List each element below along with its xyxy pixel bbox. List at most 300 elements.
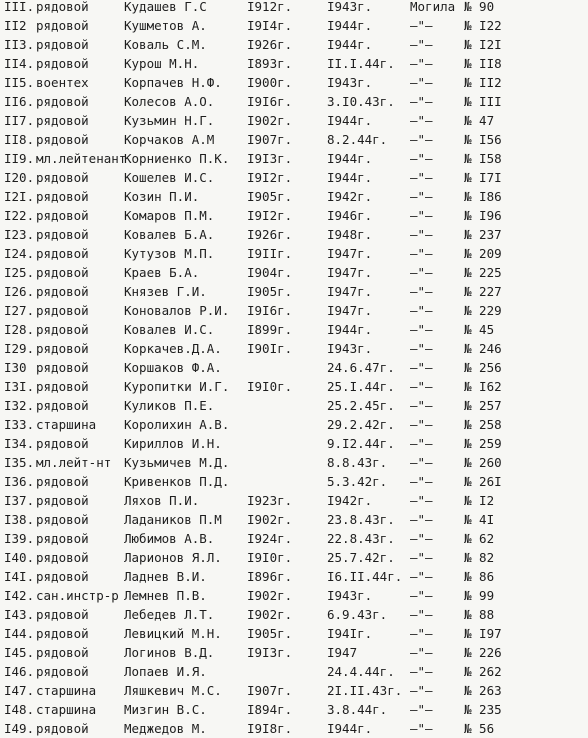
row-grave: № 235 (464, 702, 502, 717)
row-born: I894г. (247, 702, 293, 717)
row-grave: № 246 (464, 341, 502, 356)
row-place: –"– (410, 493, 433, 508)
row-place: –"– (410, 246, 433, 261)
row-grave: № II2 (464, 75, 502, 90)
list-row (0, 130, 588, 149)
row-num: I38. (4, 512, 35, 527)
row-died: I943г. (327, 75, 373, 90)
row-place: –"– (410, 303, 433, 318)
row-grave: № I56 (464, 132, 502, 147)
row-place: –"– (410, 151, 433, 166)
row-died: II.I.44г. (327, 56, 395, 71)
row-name: Краев Б.А. (124, 265, 200, 280)
row-num: I20. (4, 170, 35, 185)
row-name: Коваль С.М. (124, 37, 207, 52)
row-name: Коршаков Ф.А. (124, 360, 222, 375)
row-place: –"– (410, 474, 433, 489)
row-place: –"– (410, 645, 433, 660)
row-place: –"– (410, 37, 433, 52)
row-rank: рядовой (36, 322, 89, 337)
row-place: –"– (410, 132, 433, 147)
list-row (0, 54, 588, 73)
list-row (0, 510, 588, 529)
row-num: II3. (4, 37, 35, 52)
row-died: 24.6.47г. (327, 360, 395, 375)
row-rank: рядовой (36, 645, 89, 660)
row-num: I3I. (4, 379, 35, 394)
row-died: I6.II.44г. (327, 569, 403, 584)
row-born: I893г. (247, 56, 293, 71)
row-rank: рядовой (36, 227, 89, 242)
row-died: 5.3.42г. (327, 474, 388, 489)
row-num: III. (4, 0, 35, 14)
row-name: Кузьмичев М.Д. (124, 455, 230, 470)
row-place: –"– (410, 18, 433, 33)
row-name: Любимов А.В. (124, 531, 215, 546)
row-rank: рядовой (36, 37, 89, 52)
row-died: 23.8.43г. (327, 512, 395, 527)
row-grave: № 62 (464, 531, 495, 546)
row-died: 8.8.43г. (327, 455, 388, 470)
row-num: I43. (4, 607, 35, 622)
row-born: I905г. (247, 284, 293, 299)
row-born: I9I8г. (247, 721, 293, 736)
list-row (0, 624, 588, 643)
row-died: 3.8.44г. (327, 702, 388, 717)
row-place: –"– (410, 170, 433, 185)
row-born: I9I3г. (247, 645, 293, 660)
row-rank: рядовой (36, 379, 89, 394)
row-died: I944г. (327, 113, 373, 128)
row-rank: рядовой (36, 113, 89, 128)
list-row (0, 453, 588, 472)
row-born: I904г. (247, 265, 293, 280)
list-row (0, 73, 588, 92)
row-grave: № 262 (464, 664, 502, 679)
row-born: I902г. (247, 588, 293, 603)
row-name: Комаров П.М. (124, 208, 215, 223)
list-row (0, 567, 588, 586)
row-name: Меджедов М. (124, 721, 207, 736)
row-num: II5. (4, 75, 35, 90)
row-name: Мизгин В.С. (124, 702, 207, 717)
row-born: I9IIг. (247, 246, 293, 261)
row-grave: № 90 (464, 0, 495, 14)
row-name: Корчаков А.М (124, 132, 215, 147)
row-rank: рядовой (36, 18, 89, 33)
row-died: 22.8.43г. (327, 531, 395, 546)
row-name: Кошелев И.С. (124, 170, 215, 185)
row-grave: № 229 (464, 303, 502, 318)
row-num: II6. (4, 94, 35, 109)
row-name: Козин П.И. (124, 189, 200, 204)
row-died: I947г. (327, 303, 373, 318)
row-rank: рядовой (36, 94, 89, 109)
row-born: I896г. (247, 569, 293, 584)
row-num: I47. (4, 683, 35, 698)
row-died: I946г. (327, 208, 373, 223)
row-name: Куликов П.Е. (124, 398, 215, 413)
row-died: 29.2.42г. (327, 417, 395, 432)
row-born: I90Iг. (247, 341, 293, 356)
row-place: –"– (410, 360, 433, 375)
list-row (0, 339, 588, 358)
row-rank: мл.лейтенант (36, 151, 127, 166)
row-num: I28. (4, 322, 35, 337)
row-born: I9I6г. (247, 94, 293, 109)
row-rank: рядовой (36, 189, 89, 204)
row-num: II9. (4, 151, 35, 166)
row-rank: рядовой (36, 531, 89, 546)
row-name: Ладнев В.И. (124, 569, 207, 584)
row-place: –"– (410, 113, 433, 128)
row-died: I944г. (327, 721, 373, 736)
row-place: –"– (410, 208, 433, 223)
row-name: Коновалов Р.И. (124, 303, 230, 318)
row-rank: старшина (36, 683, 97, 698)
row-num: I22. (4, 208, 35, 223)
row-rank: рядовой (36, 132, 89, 147)
row-grave: № 263 (464, 683, 502, 698)
row-num: I25. (4, 265, 35, 280)
row-died: I947г. (327, 246, 373, 261)
row-num: I27. (4, 303, 35, 318)
row-born: I926г. (247, 37, 293, 52)
row-place: –"– (410, 94, 433, 109)
row-rank: рядовой (36, 493, 89, 508)
row-place: –"– (410, 607, 433, 622)
row-num: I44. (4, 626, 35, 641)
row-grave: № 258 (464, 417, 502, 432)
row-died: I944г. (327, 322, 373, 337)
row-died: I943г. (327, 588, 373, 603)
row-place: –"– (410, 265, 433, 280)
row-name: Ковалев Б.А. (124, 227, 215, 242)
row-born: I9I4г. (247, 18, 293, 33)
row-rank: воентех (36, 75, 89, 90)
row-rank: рядовой (36, 56, 89, 71)
row-name: Курош М.Н. (124, 56, 200, 71)
row-name: Коркачев.Д.А. (124, 341, 222, 356)
row-born: I924г. (247, 531, 293, 546)
row-rank: сан.инстр-р (36, 588, 119, 603)
row-num: I24. (4, 246, 35, 261)
row-died: I942г. (327, 493, 373, 508)
row-place: –"– (410, 588, 433, 603)
row-grave: № 209 (464, 246, 502, 261)
row-place: Могила (410, 0, 456, 14)
row-grave: № 82 (464, 550, 495, 565)
row-grave: № 259 (464, 436, 502, 451)
row-num: I23. (4, 227, 35, 242)
row-place: –"– (410, 436, 433, 451)
row-grave: № 88 (464, 607, 495, 622)
row-died: I944г. (327, 37, 373, 52)
row-num: II8. (4, 132, 35, 147)
list-row (0, 225, 588, 244)
row-died: 2I.II.43г. (327, 683, 403, 698)
row-num: I36. (4, 474, 35, 489)
row-grave: № I86 (464, 189, 502, 204)
row-num: I26. (4, 284, 35, 299)
row-born: I907г. (247, 683, 293, 698)
list-row (0, 681, 588, 700)
row-grave: № 56 (464, 721, 495, 736)
row-name: Корпачев Н.Ф. (124, 75, 222, 90)
row-rank: рядовой (36, 607, 89, 622)
row-name: Лебедев Л.Т. (124, 607, 215, 622)
row-rank: рядовой (36, 664, 89, 679)
row-rank: рядовой (36, 398, 89, 413)
list-row (0, 92, 588, 111)
row-rank: рядовой (36, 170, 89, 185)
row-born: I926г. (247, 227, 293, 242)
list-row (0, 415, 588, 434)
row-place: –"– (410, 702, 433, 717)
row-rank: рядовой (36, 0, 89, 14)
row-place: –"– (410, 56, 433, 71)
row-name: Ладаников П.М (124, 512, 222, 527)
row-num: I32. (4, 398, 35, 413)
row-place: –"– (410, 664, 433, 679)
list-row (0, 206, 588, 225)
row-rank: рядовой (36, 284, 89, 299)
row-name: Лопаев И.Я. (124, 664, 207, 679)
row-num: I42. (4, 588, 35, 603)
row-grave: № I7I (464, 170, 502, 185)
row-died: I948г. (327, 227, 373, 242)
row-name: Князев Г.И. (124, 284, 207, 299)
row-grave: № 45 (464, 322, 495, 337)
row-born: I9I2г. (247, 208, 293, 223)
row-rank: рядовой (36, 341, 89, 356)
row-rank: рядовой (36, 360, 89, 375)
list-row (0, 434, 588, 453)
row-name: Ляхов П.И. (124, 493, 200, 508)
list-row (0, 282, 588, 301)
row-grave: № II8 (464, 56, 502, 71)
row-name: Логинов В.Д. (124, 645, 215, 660)
list-row (0, 529, 588, 548)
row-grave: № 47 (464, 113, 495, 128)
row-rank: рядовой (36, 436, 89, 451)
row-place: –"– (410, 626, 433, 641)
row-place: –"– (410, 455, 433, 470)
row-place: –"– (410, 75, 433, 90)
row-rank: старшина (36, 417, 97, 432)
row-num: I35. (4, 455, 35, 470)
row-died: 3.I0.43г. (327, 94, 395, 109)
row-born: I900г. (247, 75, 293, 90)
row-died: I94Iг. (327, 626, 373, 641)
row-place: –"– (410, 569, 433, 584)
row-place: –"– (410, 417, 433, 432)
row-rank: рядовой (36, 626, 89, 641)
row-died: I943г. (327, 0, 373, 14)
row-died: 6.9.43г. (327, 607, 388, 622)
row-grave: № I2 (464, 493, 495, 508)
row-grave: № I22 (464, 18, 502, 33)
row-rank: рядовой (36, 550, 89, 565)
row-grave: № I97 (464, 626, 502, 641)
row-place: –"– (410, 512, 433, 527)
row-died: 8.2.44г. (327, 132, 388, 147)
row-name: Кутузов М.П. (124, 246, 215, 261)
row-name: Кривенков П.Д. (124, 474, 230, 489)
list-row (0, 472, 588, 491)
list-row (0, 35, 588, 54)
row-name: Королихин А.В. (124, 417, 230, 432)
row-rank: рядовой (36, 569, 89, 584)
list-row (0, 244, 588, 263)
list-row (0, 301, 588, 320)
row-place: –"– (410, 284, 433, 299)
row-rank: рядовой (36, 265, 89, 280)
list-row (0, 168, 588, 187)
row-grave: № I96 (464, 208, 502, 223)
row-died: 9.I2.44г. (327, 436, 395, 451)
row-born: I923г. (247, 493, 293, 508)
row-num: I49. (4, 721, 35, 736)
row-name: Корниенко П.К. (124, 151, 230, 166)
row-grave: № 256 (464, 360, 502, 375)
row-born: I907г. (247, 132, 293, 147)
list-row (0, 263, 588, 282)
row-born: I9I6г. (247, 303, 293, 318)
row-grave: № 4I (464, 512, 495, 527)
row-grave: № 26I (464, 474, 502, 489)
row-grave: № 260 (464, 455, 502, 470)
row-place: –"– (410, 227, 433, 242)
row-born: I9I0г. (247, 379, 293, 394)
row-died: 25.2.45г. (327, 398, 395, 413)
row-born: I902г. (247, 607, 293, 622)
row-grave: № 226 (464, 645, 502, 660)
row-num: I46. (4, 664, 35, 679)
row-rank: рядовой (36, 474, 89, 489)
list-row (0, 16, 588, 35)
list-row (0, 491, 588, 510)
row-name: Левицкий М.Н. (124, 626, 222, 641)
row-died: I944г. (327, 18, 373, 33)
row-num: I39. (4, 531, 35, 546)
list-row (0, 548, 588, 567)
row-num: I4I. (4, 569, 35, 584)
row-born: I9I2г. (247, 170, 293, 185)
list-row (0, 320, 588, 339)
row-grave: № I62 (464, 379, 502, 394)
row-died: I943г. (327, 341, 373, 356)
row-place: –"– (410, 379, 433, 394)
row-died: I947г. (327, 265, 373, 280)
row-grave: № 86 (464, 569, 495, 584)
row-died: I947г. (327, 284, 373, 299)
row-num: I30 (4, 360, 27, 375)
row-rank: рядовой (36, 303, 89, 318)
list-row (0, 643, 588, 662)
list-row (0, 605, 588, 624)
list-row (0, 187, 588, 206)
row-num: I37. (4, 493, 35, 508)
row-rank: мл.лейт-нт (36, 455, 112, 470)
row-died: I942г. (327, 189, 373, 204)
list-row (0, 662, 588, 681)
row-num: I40. (4, 550, 35, 565)
row-grave: № III (464, 94, 502, 109)
row-born: I902г. (247, 512, 293, 527)
list-row (0, 719, 588, 738)
row-place: –"– (410, 683, 433, 698)
row-born: I902г. (247, 113, 293, 128)
list-row (0, 111, 588, 130)
row-name: Кузьмин Н.Г. (124, 113, 215, 128)
row-died: 25.I.44г. (327, 379, 395, 394)
row-num: I2I. (4, 189, 35, 204)
row-grave: № 227 (464, 284, 502, 299)
row-num: I29. (4, 341, 35, 356)
row-name: Ларионов Я.Л. (124, 550, 222, 565)
row-place: –"– (410, 398, 433, 413)
row-born: I905г. (247, 189, 293, 204)
row-rank: рядовой (36, 721, 89, 736)
row-rank: старшина (36, 702, 97, 717)
row-num: II7. (4, 113, 35, 128)
row-name: Куропитки И.Г. (124, 379, 230, 394)
row-born: I905г. (247, 626, 293, 641)
list-row (0, 700, 588, 719)
row-num: II4. (4, 56, 35, 71)
row-name: Кириллов И.Н. (124, 436, 222, 451)
row-name: Ляшкевич М.С. (124, 683, 222, 698)
row-place: –"– (410, 189, 433, 204)
row-grave: № I58 (464, 151, 502, 166)
row-place: –"– (410, 322, 433, 337)
row-born: I899г. (247, 322, 293, 337)
row-died: I944г. (327, 170, 373, 185)
row-died: I944г. (327, 151, 373, 166)
row-grave: № 99 (464, 588, 495, 603)
row-place: –"– (410, 341, 433, 356)
row-name: Кудашев Г.С (124, 0, 207, 14)
row-died: 25.7.42г. (327, 550, 395, 565)
row-grave: № I2I (464, 37, 502, 52)
row-place: –"– (410, 721, 433, 736)
row-num: I34. (4, 436, 35, 451)
list-row (0, 0, 588, 16)
row-num: II2 (4, 18, 27, 33)
row-died: 24.4.44г. (327, 664, 395, 679)
row-born: I9I3г. (247, 151, 293, 166)
row-name: Колесов А.О. (124, 94, 215, 109)
row-rank: рядовой (36, 512, 89, 527)
row-died: I947 (327, 645, 358, 660)
row-place: –"– (410, 531, 433, 546)
row-born: I9I0г. (247, 550, 293, 565)
row-rank: рядовой (36, 246, 89, 261)
row-grave: № 225 (464, 265, 502, 280)
list-row (0, 149, 588, 168)
row-born: I912г. (247, 0, 293, 14)
row-name: Кушметов А. (124, 18, 207, 33)
list-row (0, 396, 588, 415)
list-row (0, 586, 588, 605)
row-rank: рядовой (36, 208, 89, 223)
row-name: Лемнев П.В. (124, 588, 207, 603)
row-num: I33. (4, 417, 35, 432)
row-place: –"– (410, 550, 433, 565)
row-grave: № 237 (464, 227, 502, 242)
row-num: I48. (4, 702, 35, 717)
